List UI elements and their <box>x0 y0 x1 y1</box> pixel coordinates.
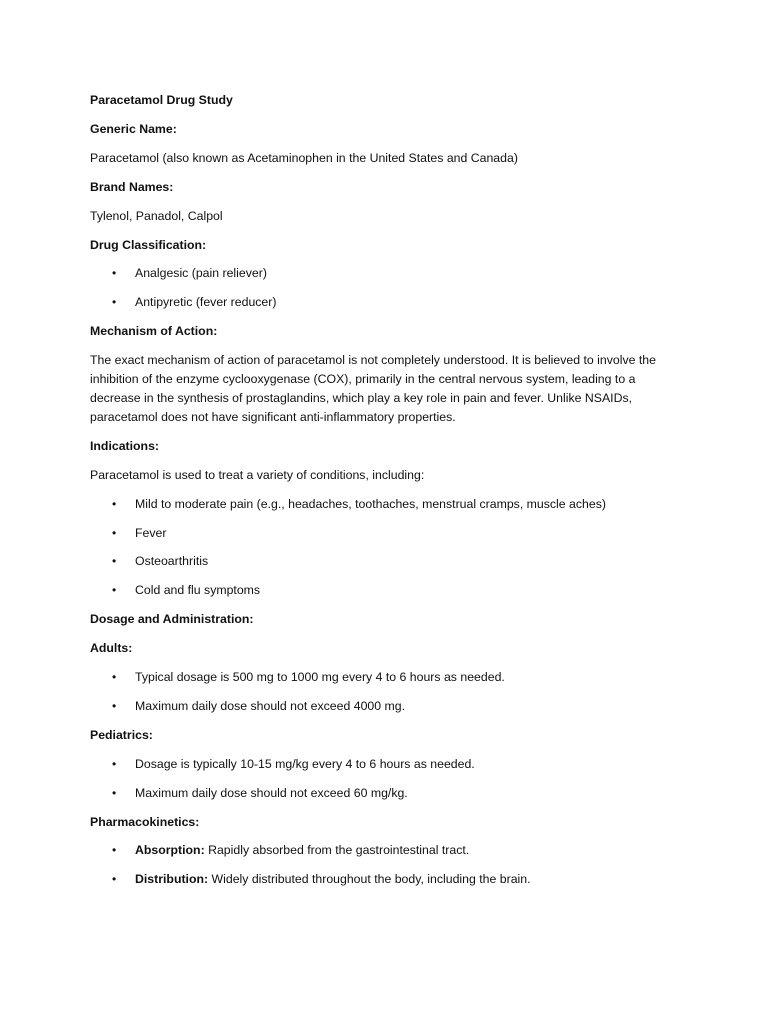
generic-name-heading: Generic Name: <box>90 121 177 136</box>
brand-names-heading: Brand Names: <box>90 179 174 194</box>
mechanism-text: The exact mechanism of action of paracetamol is not completely understood. It is believed to involve the inhibition of the enzyme cyclooxygenase (COX), primarily in the central nervous system, leading to a decrease in the synthesis of prostaglandins, which play a key role in pain and fever. Unlike NSAIDs, paracetamol does not have significant anti-inflammatory properties. <box>90 353 656 424</box>
pediatrics-heading: Pediatrics: <box>90 727 153 742</box>
list-item: • Antipyretic (fever reducer) <box>90 293 688 312</box>
distribution-text: Widely distributed throughout the body, including the brain. <box>208 872 531 887</box>
list-item: • Mild to moderate pain (e.g., headaches, toothaches, menstrual cramps, muscle aches) <box>90 495 688 514</box>
pharmacokinetics-heading: Pharmacokinetics: <box>90 814 200 829</box>
bullet-icon: • <box>112 266 117 281</box>
bullet-icon: • <box>112 583 117 598</box>
pediatrics-list <box>90 755 688 803</box>
absorption-label: Absorption: <box>135 843 205 858</box>
mechanism-heading: Mechanism of Action: <box>90 324 218 339</box>
dosage-heading: Dosage and Administration: <box>90 612 254 627</box>
indications-intro: Paracetamol is used to treat a variety of conditions, including: <box>90 467 425 482</box>
adults-heading: Adults: <box>90 641 133 656</box>
adults-list <box>90 668 688 716</box>
list-item <box>90 841 688 860</box>
bullet-icon: • <box>112 525 117 540</box>
generic-name-text: Paracetamol (also known as Acetaminophen in the United States and Canada) <box>90 150 518 165</box>
list-item: • Osteoarthritis <box>90 552 688 571</box>
bullet-icon: • <box>112 670 117 685</box>
bullet-icon: • <box>112 295 117 310</box>
bullet-icon: • <box>112 843 117 858</box>
indications-list <box>90 495 688 601</box>
list-item: • Dosage is typically 10-15 mg/kg every 4 to 6 hours as needed. <box>90 755 688 774</box>
list-item <box>90 870 688 889</box>
pharmacokinetics-list <box>90 841 688 889</box>
list-item: • Analgesic (pain reliever) <box>90 264 688 283</box>
distribution-label: Distribution: <box>135 872 209 887</box>
brand-names-text: Tylenol, Panadol, Calpol <box>90 208 223 223</box>
list-item: • Maximum daily dose should not exceed 4000 mg. <box>90 697 688 716</box>
bullet-icon: • <box>112 698 117 713</box>
drug-classification-list <box>90 264 688 312</box>
bullet-icon: • <box>112 756 117 771</box>
list-item: • Cold and flu symptoms <box>90 581 688 600</box>
list-item: • Maximum daily dose should not exceed 60 mg/kg. <box>90 784 688 803</box>
document-title: Paracetamol Drug Study <box>90 93 233 107</box>
absorption-text: Rapidly absorbed from the gastrointestinal tract. <box>204 843 470 858</box>
bullet-icon: • <box>112 785 117 800</box>
list-item: • Fever <box>90 524 688 543</box>
bullet-icon: • <box>112 554 117 569</box>
list-item: • Typical dosage is 500 mg to 1000 mg every 4 to 6 hours as needed. <box>90 668 688 687</box>
bullet-icon: • <box>112 872 117 887</box>
indications-heading: Indications: <box>90 438 160 453</box>
drug-classification-heading: Drug Classification: <box>90 237 207 252</box>
bullet-icon: • <box>112 496 117 511</box>
